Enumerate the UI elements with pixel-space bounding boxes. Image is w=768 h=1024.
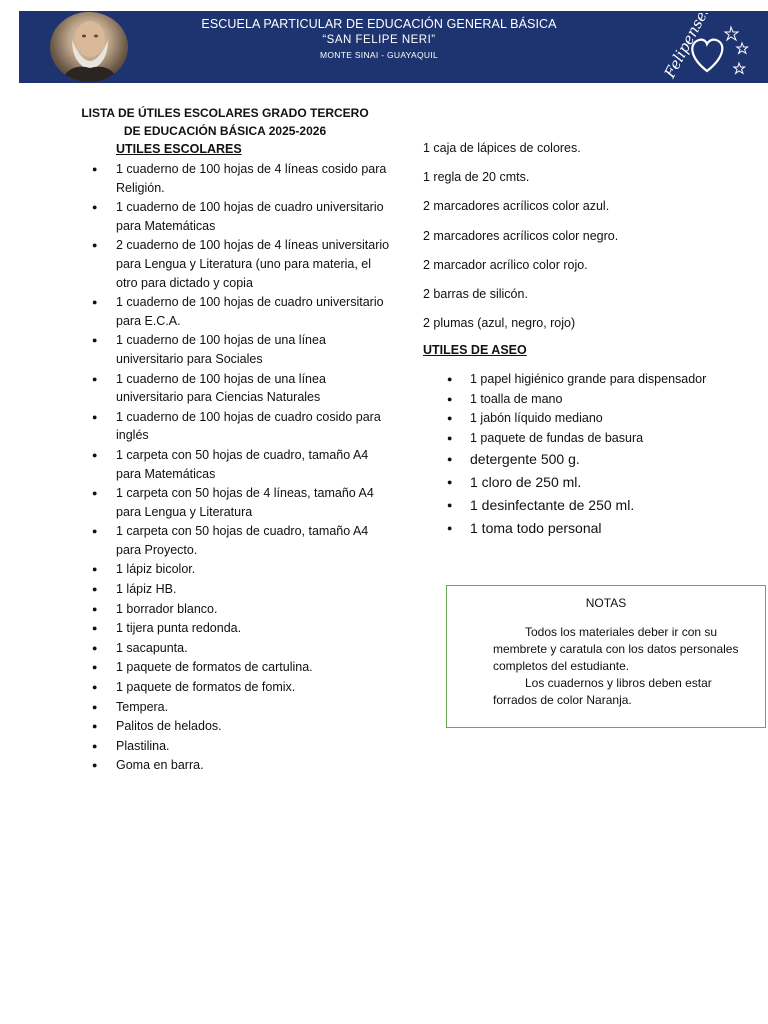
list-item: ● detergente 500 g. <box>446 449 746 469</box>
list-item: ● Palitos de helados. <box>90 717 390 736</box>
list-item: 2 plumas (azul, negro, rojo) <box>423 316 576 331</box>
list-item: ● 1 carpeta con 50 hojas de 4 líneas, tamaño A4 para Lengua y Literatura <box>90 484 390 521</box>
list-item: ● 1 cuaderno de 100 hojas de cuadro universitario para Matemáticas <box>90 198 390 235</box>
list-item: ● 1 sacapunta. <box>90 639 390 658</box>
logo-heart-icon <box>659 13 754 83</box>
utiles-escolares-heading: UTILES ESCOLARES <box>116 142 242 156</box>
list-item: ● 1 carpeta con 50 hojas de cuadro, tamaño A4 para Matemáticas <box>90 446 390 483</box>
logo-text: Felipenses <box>660 13 715 81</box>
list-item: ● Plastilina. <box>90 737 390 756</box>
list-item: ● 1 tijera punta redonda. <box>90 619 390 638</box>
notes-title: NOTAS <box>585 596 627 610</box>
list-item: ● 1 paquete de formatos de fomix. <box>90 678 390 697</box>
title-line-1: LISTA DE ÚTILES ESCOLARES GRADO TERCERO <box>81 106 369 120</box>
utiles-escolares-list <box>90 160 390 776</box>
document-title <box>60 104 390 140</box>
list-item: ● 1 carpeta con 50 hojas de cuadro, tamaño A4 para Proyecto. <box>90 522 390 559</box>
school-name: “SAN FELIPE NERI” <box>322 34 436 46</box>
list-item: ● 1 lápiz HB. <box>90 580 390 599</box>
list-item: ● 1 cuaderno de 100 hojas de cuadro cosido para inglés <box>90 408 390 445</box>
list-item: ● 1 cuaderno de 100 hojas de una línea universitario para Ciencias Naturales <box>90 370 390 407</box>
list-item: ● 1 paquete de formatos de cartulina. <box>90 658 390 677</box>
right-supplies-list <box>423 140 753 344</box>
list-item: ● 1 paquete de fundas de basura <box>446 430 746 448</box>
school-location: MONTE SINAI - GUAYAQUIL <box>319 50 439 60</box>
list-item: ● 1 cuaderno de 100 hojas de cuadro universitario para E.C.A. <box>90 293 390 330</box>
list-item: ● 1 borrador blanco. <box>90 600 390 619</box>
notes-box <box>446 585 766 728</box>
list-item: 2 marcadores acrílicos color negro. <box>423 228 619 243</box>
list-item: ● Goma en barra. <box>90 756 390 775</box>
title-line-2: DE EDUCACIÓN BÁSICA 2025-2026 <box>123 124 327 138</box>
list-item: ● 1 cuaderno de 100 hojas de una línea universitario para Sociales <box>90 331 390 368</box>
utiles-aseo-heading: UTILES DE ASEO <box>423 343 527 357</box>
notes-paragraph-1: Todos los materiales deber ir con su membrete y caratula con los datos personales completos del estudiante. <box>493 625 739 673</box>
list-item: ● Tempera. <box>90 698 390 717</box>
list-item: ● 1 cloro de 250 ml. <box>446 472 746 492</box>
utiles-aseo-list <box>446 371 746 541</box>
list-item: 1 regla de 20 cmts. <box>423 170 530 185</box>
list-item: ● 1 jabón líquido mediano <box>446 410 746 428</box>
list-item: ● 1 lápiz bicolor. <box>90 560 390 579</box>
list-item: ● 1 toma todo personal <box>446 518 746 538</box>
list-item: ● 1 papel higiénico grande para dispensador <box>446 371 746 389</box>
school-type: ESCUELA PARTICULAR DE EDUCACIÓN GENERAL BÁSICA <box>201 17 557 31</box>
list-item: ● 1 toalla de mano <box>446 391 746 409</box>
list-item: 1 caja de lápices de colores. <box>423 141 581 155</box>
saint-portrait-image <box>50 12 128 82</box>
list-item: 2 barras de silicón. <box>423 286 528 301</box>
list-item: 2 marcador acrílico color rojo. <box>423 257 588 272</box>
header-banner <box>19 11 768 83</box>
list-item: ● 1 desinfectante de 250 ml. <box>446 495 746 515</box>
felipenses-logo <box>659 13 754 83</box>
school-name-block <box>159 17 599 60</box>
list-item: ● 2 cuaderno de 100 hojas de 4 líneas universitario para Lengua y Literatura (uno para materia, el otro para dictado y copia <box>90 236 390 292</box>
notes-paragraph-2: Los cuadernos y libros deben estar forrados de color Naranja. <box>493 676 712 707</box>
list-item: ● 1 cuaderno de 100 hojas de 4 líneas cosido para Religión. <box>90 160 390 197</box>
list-item: 2 marcadores acrílicos color azul. <box>423 199 610 214</box>
